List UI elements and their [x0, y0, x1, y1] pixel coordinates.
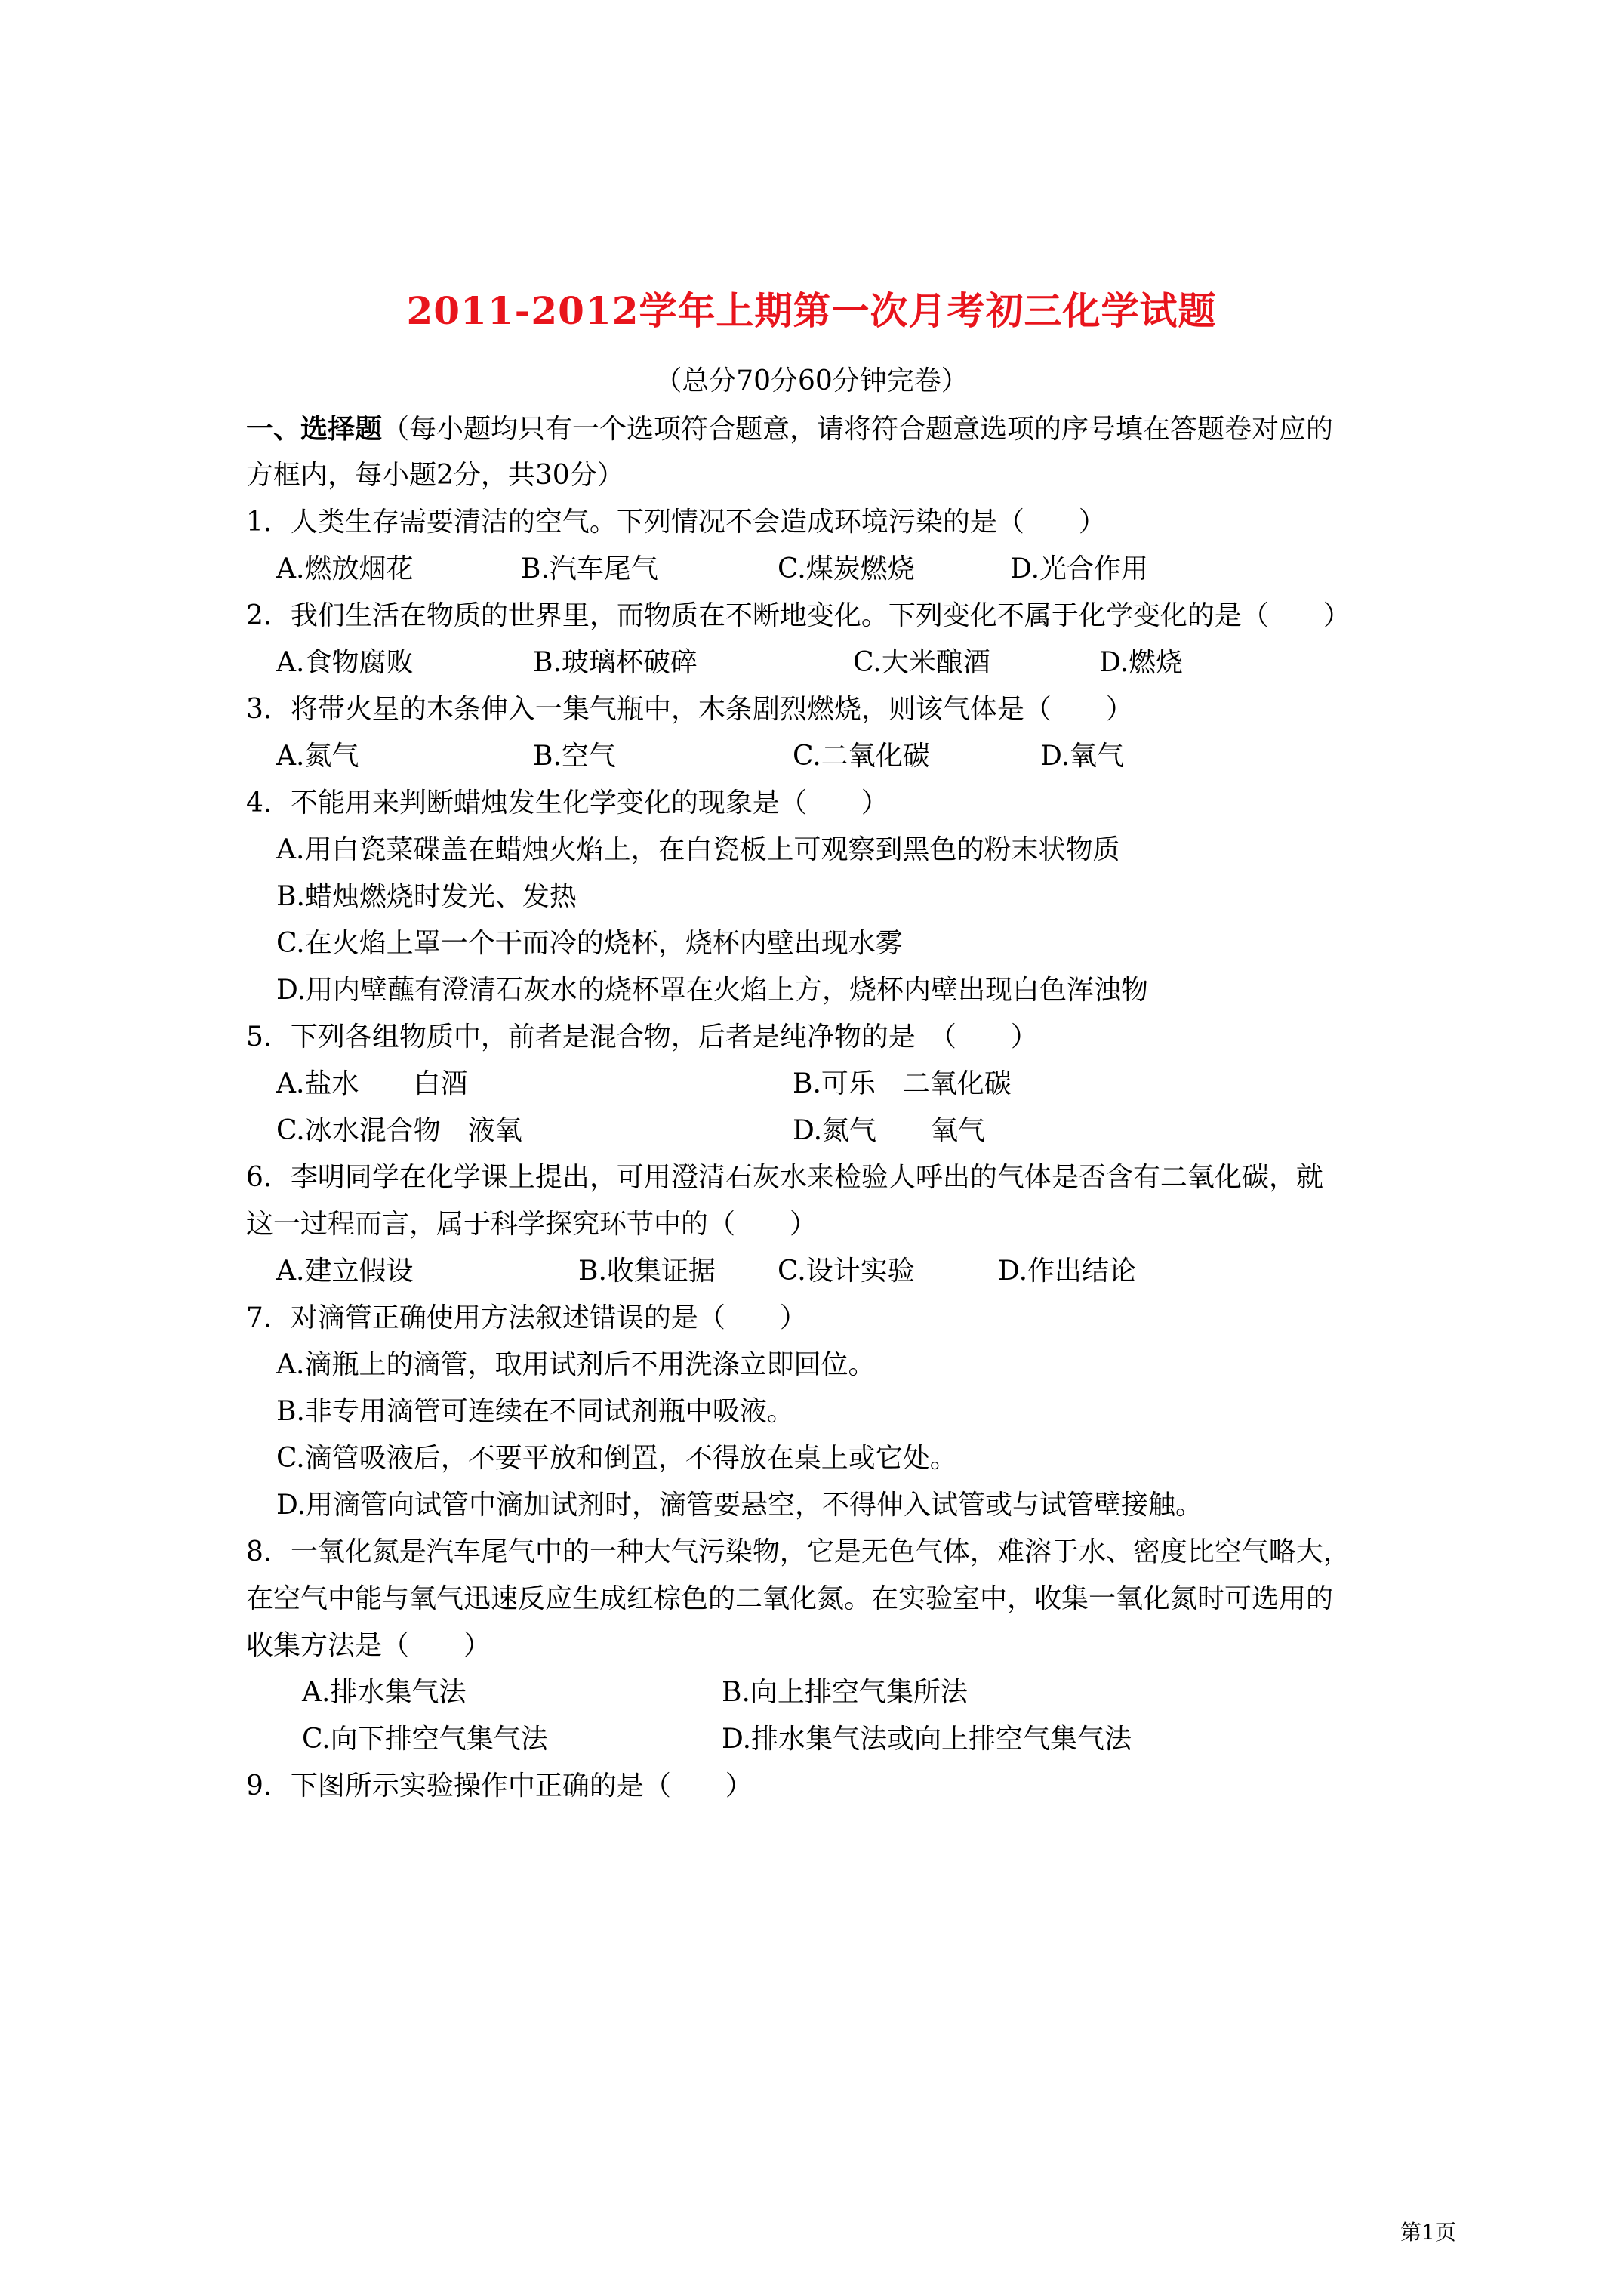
q4-option-d: D.用内壁蘸有澄清石灰水的烧杯罩在火焰上方，烧杯内壁出现白色浑浊物: [276, 975, 1149, 1006]
q8-option-b: B.向上排空气集所法: [722, 1677, 968, 1708]
question-8-stem-cont-1: 在空气中能与氧气迅速反应生成红棕色的二氧化氮。在实验室中，收集一氧化氮时可选用的: [246, 1583, 1334, 1614]
section-heading: [246, 415, 1333, 443]
q6-option-c: C.设计实验: [778, 1256, 915, 1287]
q2-option-d: D.燃烧: [1099, 647, 1184, 678]
q2-option-b: B.玻璃杯破碎: [533, 647, 698, 678]
page-number: 第1页: [1400, 2220, 1456, 2245]
q1-option-d: D.光合作用: [1010, 553, 1149, 584]
q8-option-c: C.向下排空气集气法: [302, 1724, 548, 1755]
question-4-stem: 4．不能用来判断蜡烛发生化学变化的现象是（ ）: [246, 787, 888, 818]
q5-option-c: C.冰水混合物 液氧: [276, 1115, 522, 1146]
question-2-stem: 2．我们生活在物质的世界里，而物质在不断地变化。下列变化不属于化学变化的是（ ）: [246, 600, 1350, 631]
q8-option-d: D.排水集气法或向上排空气集气法: [722, 1724, 1132, 1755]
q1-option-b: B.汽车尾气: [521, 553, 658, 584]
q2-option-c: C.大米酿酒: [853, 647, 990, 678]
question-7-stem: 7．对滴管正确使用方法叙述错误的是（ ）: [246, 1302, 807, 1333]
q6-option-b: B.收集证据: [578, 1256, 716, 1287]
q4-option-c: C.在火焰上罩一个干而冷的烧杯，烧杯内壁出现水雾: [276, 928, 903, 959]
q1-option-a: A.燃放烟花: [276, 553, 414, 584]
page-title: 2011-2012学年上期第一次月考初三化学试题: [406, 288, 1217, 333]
q1-option-c: C.煤炭燃烧: [778, 553, 915, 584]
q4-option-b: B.蜡烛燃烧时发光、发热: [276, 881, 577, 912]
q6-option-a: A.建立假设: [276, 1256, 414, 1287]
q8-option-a: A.排水集气法: [302, 1677, 467, 1708]
exam-info: （总分70分60分钟完卷）: [654, 365, 969, 396]
question-9-stem: 9．下图所示实验操作中正确的是（ ）: [246, 1771, 753, 1801]
q3-option-d: D.氧气: [1040, 741, 1125, 772]
section-label: 一、选择题: [246, 413, 383, 445]
question-5-stem: 5．下列各组物质中，前者是混合物，后者是纯净物的是 （ ）: [246, 1022, 1038, 1052]
q6-option-d: D.作出结论: [998, 1256, 1137, 1287]
q3-option-b: B.空气: [533, 741, 616, 772]
q7-option-a: A.滴瓶上的滴管，取用试剂后不用洗涤立即回位。: [276, 1349, 876, 1380]
q2-option-a: A.食物腐败: [276, 647, 414, 678]
q4-option-a: A.用白瓷菜碟盖在蜡烛火焰上，在白瓷板上可观察到黑色的粉末状物质: [276, 834, 1120, 865]
question-6-stem: 6．李明同学在化学课上提出，可用澄清石灰水来检验人呼出的气体是否含有二氧化碳，就: [246, 1162, 1323, 1193]
question-6-stem-cont: 这一过程而言，属于科学探究环节中的（ ）: [246, 1209, 818, 1240]
section-instructions-cont: 方框内，每小题2分，共30分）: [246, 460, 624, 491]
q7-option-b: B.非专用滴管可连续在不同试剂瓶中吸液。: [276, 1396, 794, 1427]
q3-option-a: A.氮气: [276, 741, 359, 772]
q5-option-b: B.可乐 二氧化碳: [793, 1068, 1012, 1099]
q5-option-d: D.氮气 氧气: [793, 1115, 986, 1146]
q7-option-d: D.用滴管向试管中滴加试剂时，滴管要悬空，不得伸入试管或与试管壁接触。: [276, 1490, 1203, 1521]
q3-option-c: C.二氧化碳: [793, 741, 930, 772]
question-1-stem: 1．人类生存需要清洁的空气。下列情况不会造成环境污染的是（ ）: [246, 507, 1106, 538]
section-instructions: （每小题均只有一个选项符合题意，请将符合题意选项的序号填在答题卷对应的: [382, 414, 1334, 445]
question-3-stem: 3．将带火星的木条伸入一集气瓶中，木条剧烈燃烧，则该气体是（ ）: [246, 694, 1133, 725]
q5-option-a: A.盐水 白酒: [276, 1068, 468, 1099]
question-8-stem: 8．一氧化氮是汽车尾气中的一种大气污染物，它是无色气体，难溶于水、密度比空气略大，: [246, 1536, 1350, 1567]
q7-option-c: C.滴管吸液后，不要平放和倒置，不得放在桌上或它处。: [276, 1443, 957, 1474]
question-8-stem-cont-2: 收集方法是（ ）: [246, 1630, 491, 1661]
